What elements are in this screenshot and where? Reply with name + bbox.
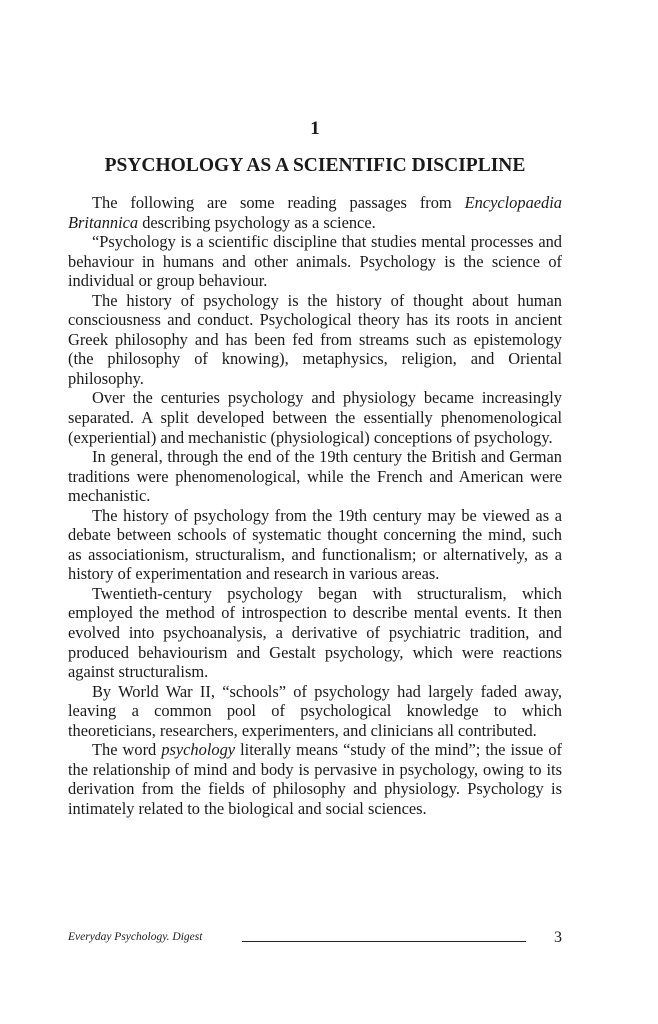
page-footer	[68, 929, 562, 949]
italic-term: Encyclopaedia Britannica	[68, 193, 562, 232]
paragraph	[68, 291, 562, 389]
paragraph	[68, 232, 562, 291]
paragraph-text: The history of psychology from the 19th century may be viewed as a debate between schools of systematic thought concerning the mind, such as associationism, structuralism, and functionalism; or alternatively, as a history of experimentation and research in various areas.	[68, 505, 562, 584]
footer-rule	[242, 941, 526, 942]
paragraph-text: The history of psychology is the history of thought about human consciousness and conduct. Psychological theory has its roots in ancient Greek philosophy and has been fed from streams such as epistemology (the philosophy of knowing), metaphysics, religion, and Oriental philosophy.	[68, 290, 562, 388]
running-footer-title: Everyday Psychology. Digest	[68, 931, 203, 943]
paragraph	[68, 193, 562, 232]
body-text	[68, 193, 562, 819]
paragraph	[68, 447, 562, 506]
paragraph	[68, 584, 562, 682]
paragraph-text: “Psychology is a scientific discipline that studies mental processes and behaviour in humans and other animals. Psychology is the science of individual or group behaviour.	[68, 232, 562, 291]
page-number: 3	[554, 929, 562, 946]
chapter-title: PSYCHOLOGY AS A SCIENTIFIC DISCIPLINE	[104, 155, 526, 176]
paragraph-text: Over the centuries psychology and physiology became increasingly separated. A split developed between the essentially phenomenological (experiential) and mechanistic (physiological) conceptions of psychology.	[68, 388, 562, 447]
paragraph-text: literally means “study of the mind”; the issue of the relationship of mind and body is pervasive in psychology, owing to its derivation from the fields of philosophy and physiology. Psychology is intimately related to the biological and social sciences.	[68, 740, 562, 818]
paragraph-text: Twentieth-century psychology began with structuralism, which employed the method of introspection to describe mental events. It then evolved into psychoanalysis, a derivative of psychiatric tradition, and produced behaviourism and Gestalt psychology, which were reactions against structuralism.	[68, 583, 562, 682]
chapter-number: 1	[310, 118, 320, 139]
paragraph-text: In general, through the end of the 19th century the British and German traditions were phenomenological, while the French and American were mechanistic.	[68, 447, 562, 506]
paragraph	[68, 506, 562, 584]
paragraph-text: describing psychology as a science.	[138, 212, 376, 232]
paragraph	[68, 682, 562, 741]
paragraph-text: The word	[92, 740, 162, 760]
paragraph	[68, 740, 562, 818]
paragraph	[68, 388, 562, 447]
paragraph-text: By World War II, “schools” of psychology had largely faded away, leaving a common pool of psychological knowledge to which theoreticians, researchers, experimenters, and clinicians all contributed.	[68, 681, 562, 740]
paragraph-text: The following are some reading passages from	[92, 193, 465, 212]
italic-term: psychology	[161, 740, 236, 760]
